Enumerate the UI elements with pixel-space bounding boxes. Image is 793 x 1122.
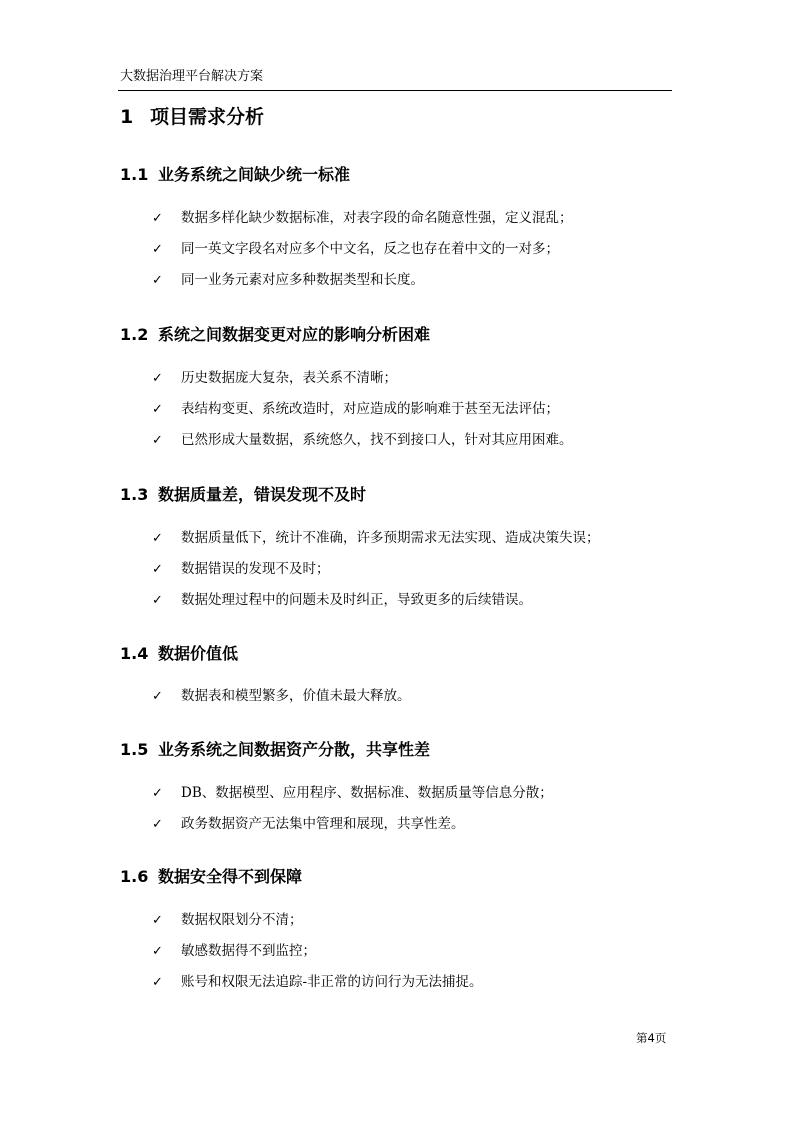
check-icon: ✓ <box>152 786 163 801</box>
section-number: 1.3 <box>120 485 149 504</box>
list-item-text: 政务数据资产无法集中管理和展现，共享性差。 <box>181 816 465 832</box>
section-number: 1.2 <box>120 325 149 344</box>
section-title: 数据安全得不到保障 <box>158 867 303 886</box>
check-icon: ✓ <box>152 975 163 990</box>
check-icon: ✓ <box>152 944 163 959</box>
check-icon: ✓ <box>152 689 163 704</box>
chapter-heading <box>120 104 264 130</box>
page-number-value: 4 <box>647 1031 655 1045</box>
list-item-text: 账号和权限无法追踪-非正常的访问行为无法捕捉。 <box>181 974 483 990</box>
check-icon: ✓ <box>152 433 163 448</box>
section-heading-1-2 <box>120 324 430 346</box>
list-item <box>152 686 411 707</box>
list-item <box>152 972 483 993</box>
list-item-text: 已然形成大量数据，系统悠久，找不到接口人，针对其应用困难。 <box>181 432 573 448</box>
list-item <box>152 559 330 580</box>
list-item-text: 同一业务元素对应多种数据类型和长度。 <box>181 272 424 288</box>
list-item <box>152 941 316 962</box>
list-item-text: 表结构变更、系统改造时，对应造成的影响难于甚至无法评估； <box>181 401 559 417</box>
list-item-text: 同一英文字段名对应多个中文名，反之也存在着中文的一对多； <box>181 241 559 257</box>
page-number-prefix: 第 <box>636 1031 648 1045</box>
section-title: 数据质量差，错误发现不及时 <box>158 485 367 504</box>
section-title: 数据价值低 <box>158 644 239 663</box>
list-item-text: 数据处理过程中的问题未及时纠正，导致更多的后续错误。 <box>181 592 532 608</box>
list-item <box>152 910 303 931</box>
chapter-number: 1 <box>120 106 134 128</box>
section-heading-1-4 <box>120 643 238 665</box>
list-item <box>152 814 465 835</box>
list-item-text: 数据质量低下，统计不准确，许多预期需求无法实现、造成决策失误； <box>181 530 600 546</box>
list-item-text: 数据权限划分不清； <box>181 912 303 928</box>
check-icon: ✓ <box>152 531 163 546</box>
section-heading-1-3 <box>120 484 366 506</box>
section-number: 1.6 <box>120 867 149 886</box>
list-item-text: 历史数据庞大复杂，表关系不清晰； <box>181 370 397 386</box>
check-icon: ✓ <box>152 242 163 257</box>
section-heading-1-6 <box>120 866 302 888</box>
list-item <box>152 590 532 611</box>
page-number-suffix: 页 <box>654 1031 667 1045</box>
running-header: 大数据治理平台解决方案 <box>120 69 264 84</box>
section-heading-1-1 <box>120 164 350 186</box>
section-title: 业务系统之间数据资产分散，共享性差 <box>158 740 431 759</box>
section-heading-1-5 <box>120 739 430 761</box>
check-icon: ✓ <box>152 402 163 417</box>
list-item-text: 敏感数据得不到监控； <box>181 943 316 959</box>
list-item <box>152 528 600 549</box>
section-number: 1.5 <box>120 740 149 759</box>
list-item <box>152 208 573 229</box>
check-icon: ✓ <box>152 817 163 832</box>
check-icon: ✓ <box>152 593 163 608</box>
section-number: 1.4 <box>120 644 149 663</box>
check-icon: ✓ <box>152 913 163 928</box>
list-item <box>152 399 559 420</box>
check-icon: ✓ <box>152 371 163 386</box>
list-item-text: DB、数据模型、应用程序、数据标准、数据质量等信息分散； <box>181 785 553 801</box>
list-item-text: 数据多样化缺少数据标准，对表字段的命名随意性强，定义混乱； <box>181 210 573 226</box>
list-item-text: 数据表和模型繁多，价值未最大释放。 <box>181 688 411 704</box>
page-number <box>636 1030 666 1046</box>
section-number: 1.1 <box>120 165 149 184</box>
check-icon: ✓ <box>152 562 163 577</box>
list-item <box>152 783 553 804</box>
list-item <box>152 430 573 451</box>
section-title: 系统之间数据变更对应的影响分析困难 <box>158 325 431 344</box>
list-item-text: 数据错误的发现不及时； <box>181 561 330 577</box>
check-icon: ✓ <box>152 211 163 226</box>
list-item <box>152 239 559 260</box>
header-rule <box>118 90 672 91</box>
list-item <box>152 368 397 389</box>
section-title: 业务系统之间缺少统一标准 <box>158 165 351 184</box>
chapter-title: 项目需求分析 <box>150 106 265 128</box>
check-icon: ✓ <box>152 273 163 288</box>
list-item <box>152 270 424 291</box>
